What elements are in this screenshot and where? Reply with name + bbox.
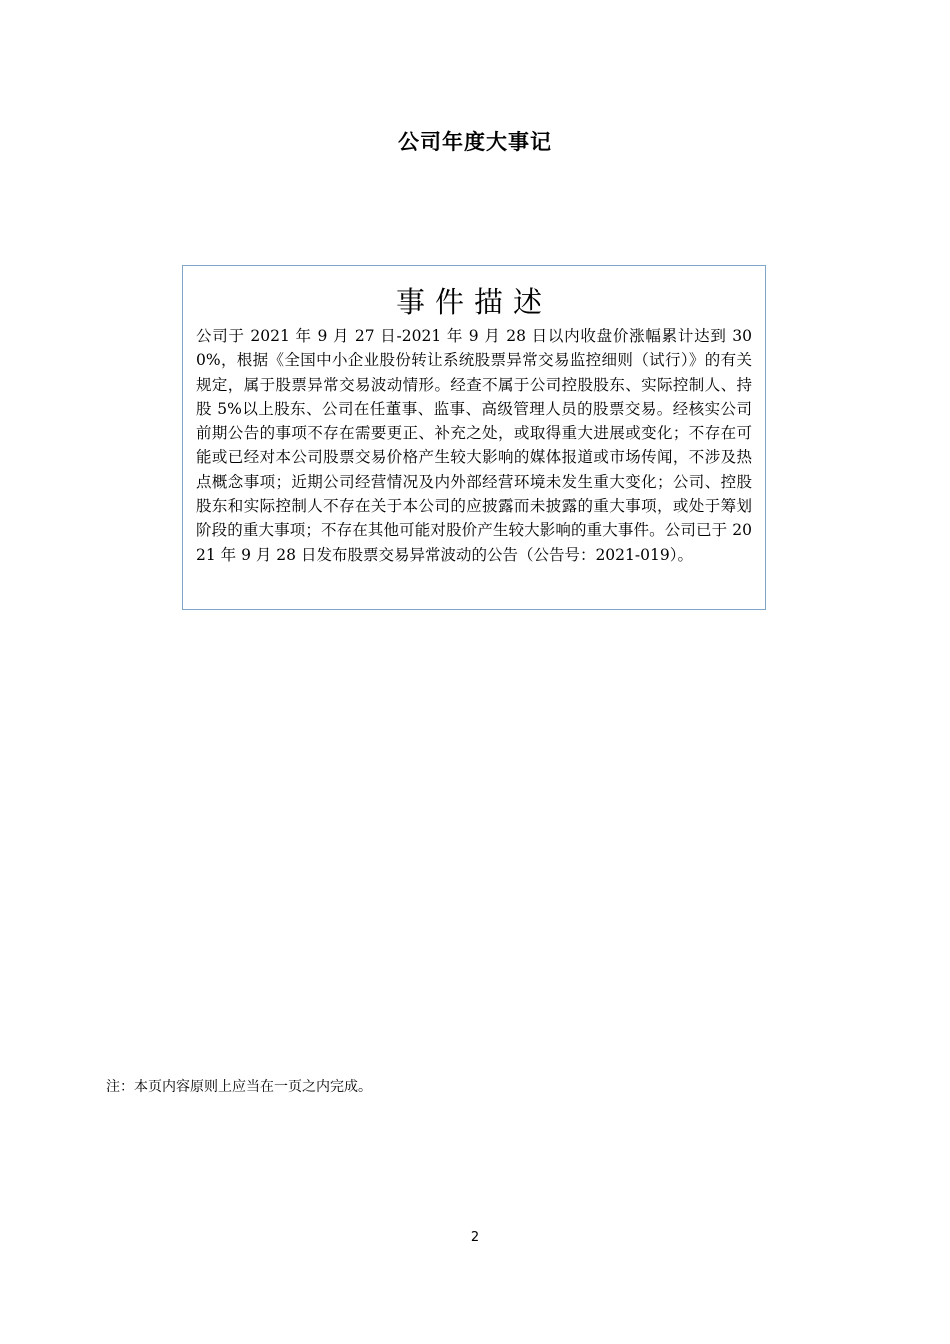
event-description-box [182, 265, 766, 610]
page-title: 公司年度大事记 [398, 130, 552, 154]
footnote: 注：本页内容原则上应当在一页之内完成。 [106, 1079, 372, 1095]
event-description-text: 公司于 2021 年 9 月 27 日-2021 年 9 月 28 日以内收盘价涨幅累计达到 300%，根据《全国中小企业股份转让系统股票异常交易监控细则（试行）》的有关规定，属于股票异常交易波动情形。经查不属于公司控股股东、实际控制人、持股 5%以上股东、公司在任董事、监事、高级管理人员的股票交易。经核实公司前期公告的事项不存在需要更正、补充之处，或取得重大进展或变化；不存在可能或已经对本公司股票交易价格产生较大影响的媒体报道或市场传闻，不涉及热点概念事项；近期公司经营情况及内外部经营环境未发生重大变化；公司、控股股东和实际控制人不存在关于本公司的应披露而未披露的重大事项，或处于筹划阶段的重大事项；不存在其他可能对股价产生较大影响的重大事件。公司已于 2021 年 9 月 28 日发布股票交易异常波动的公告（公告号：2021-019）。 [196, 327, 752, 564]
page-number: 2 [470, 1230, 480, 1245]
event-heading: 事件描述 [395, 285, 552, 319]
